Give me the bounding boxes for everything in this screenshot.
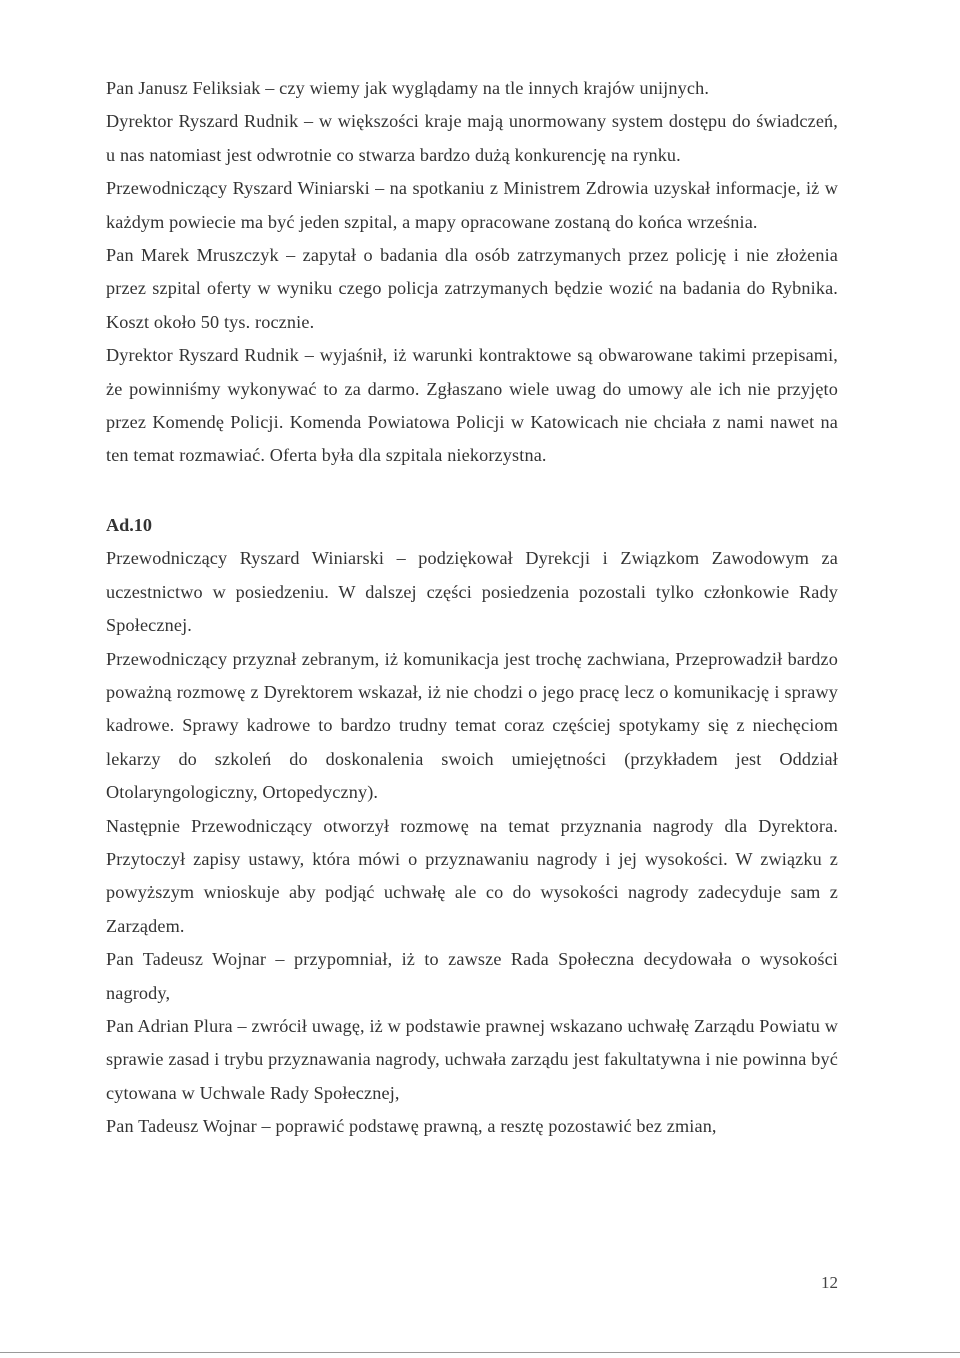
- paragraph-feliksiak-question: Pan Janusz Feliksiak – czy wiemy jak wyglądamy na tle innych krajów unijnych.: [106, 78, 710, 98]
- paragraph-mruszczyk-police-examinations: Pan Marek Mruszczyk – zapytał o badania dla osób zatrzymanych przez policję i nie złożenia przez szpital oferty w wyniku czego policja zatrzymanych będzie wozić na badania do Rybnika. Koszt około 50 tys. rocznie.: [106, 245, 838, 332]
- page-number: 12: [821, 1273, 838, 1292]
- paragraph-winiarski-thanks: Przewodniczący Ryszard Winiarski – podziękował Dyrekcji i Związkom Zawodowym za uczestnictwo w posiedzeniu. W dalszej części posiedzenia pozostali tylko członkowie Rady Społecznej.: [106, 548, 838, 636]
- paragraph-rudnik-contract-terms: Dyrektor Ryszard Rudnik – wyjaśnił, iż warunki kontraktowe są obwarowane takimi przepisami, że powinniśmy wykonywać to za darmo. Zgłaszano wiele uwag do umowy ale ich nie przyjęto przez Komendę Policji. Komenda Powiatowa Policji w Katowicach nie chciała z nami nawet na ten temat rozmawiać. Oferta była dla szpitala niekorzystna.: [106, 345, 838, 466]
- paragraph-rudnik-access-system: Dyrektor Ryszard Rudnik – w większości kraje mają unormowany system dostępu do świadczeń, u nas natomiast jest odwrotnie co stwarza bardzo dużą konkurencję na rynku.: [106, 111, 838, 165]
- paragraph-winiarski-ministry-meeting: Przewodniczący Ryszard Winiarski – na spotkaniu z Ministrem Zdrowia uzyskał informacje, iż w każdym powiecie ma być jeden szpital, a mapy opracowane zostaną do końca września.: [106, 178, 838, 232]
- paragraph-director-award: Następnie Przewodniczący otworzył rozmowę na temat przyznania nagrody dla Dyrektora. Przytoczył zapisy ustawy, która mówi o przyznawaniu nagrody i jej wysokości. W związku z powyższym wnioskuje aby podjąć uchwałę ale co do wysokości nagrody zadecyduje sam z Zarządem.: [106, 815, 838, 936]
- scan-edge-line: [0, 1352, 960, 1353]
- paragraph-plura-legal-basis: Pan Adrian Plura – zwrócił uwagę, iż w podstawie prawnej wskazano uchwałę Zarządu Powiatu w sprawie zasad i trybu przyznawania nagrody, uchwała zarządu jest fakultatywna i nie powinna być cytowana w Uchwale Rady Społecznej,: [106, 1015, 838, 1103]
- document-body: [106, 72, 838, 1144]
- section-heading-ad10: Ad.10: [106, 514, 152, 535]
- paragraph-wojnar-reminder: Pan Tadeusz Wojnar – przypomniał, iż to zawsze Rada Społeczna decydowała o wysokości nagrody,: [106, 949, 838, 1003]
- paragraph-chairman-communication: Przewodniczący przyznał zebranym, iż komunikacja jest trochę zachwiana, Przeprowadził bardzo poważną rozmowę z Dyrektorem wskazał, iż nie chodzi o jego pracę lecz o komunikację i sprawy kadrowe. Sprawy kadrowe to bardzo trudny temat coraz częściej spotykamy się z niechęciom lekarzy do szkoleń do doskonalenia swoich umiejętności (przykładem jest Oddział Otolaryngologiczny, Ortopedyczny).: [106, 648, 838, 803]
- paragraph-wojnar-correction: Pan Tadeusz Wojnar – poprawić podstawę prawną, a resztę pozostawić bez zmian,: [106, 1116, 717, 1137]
